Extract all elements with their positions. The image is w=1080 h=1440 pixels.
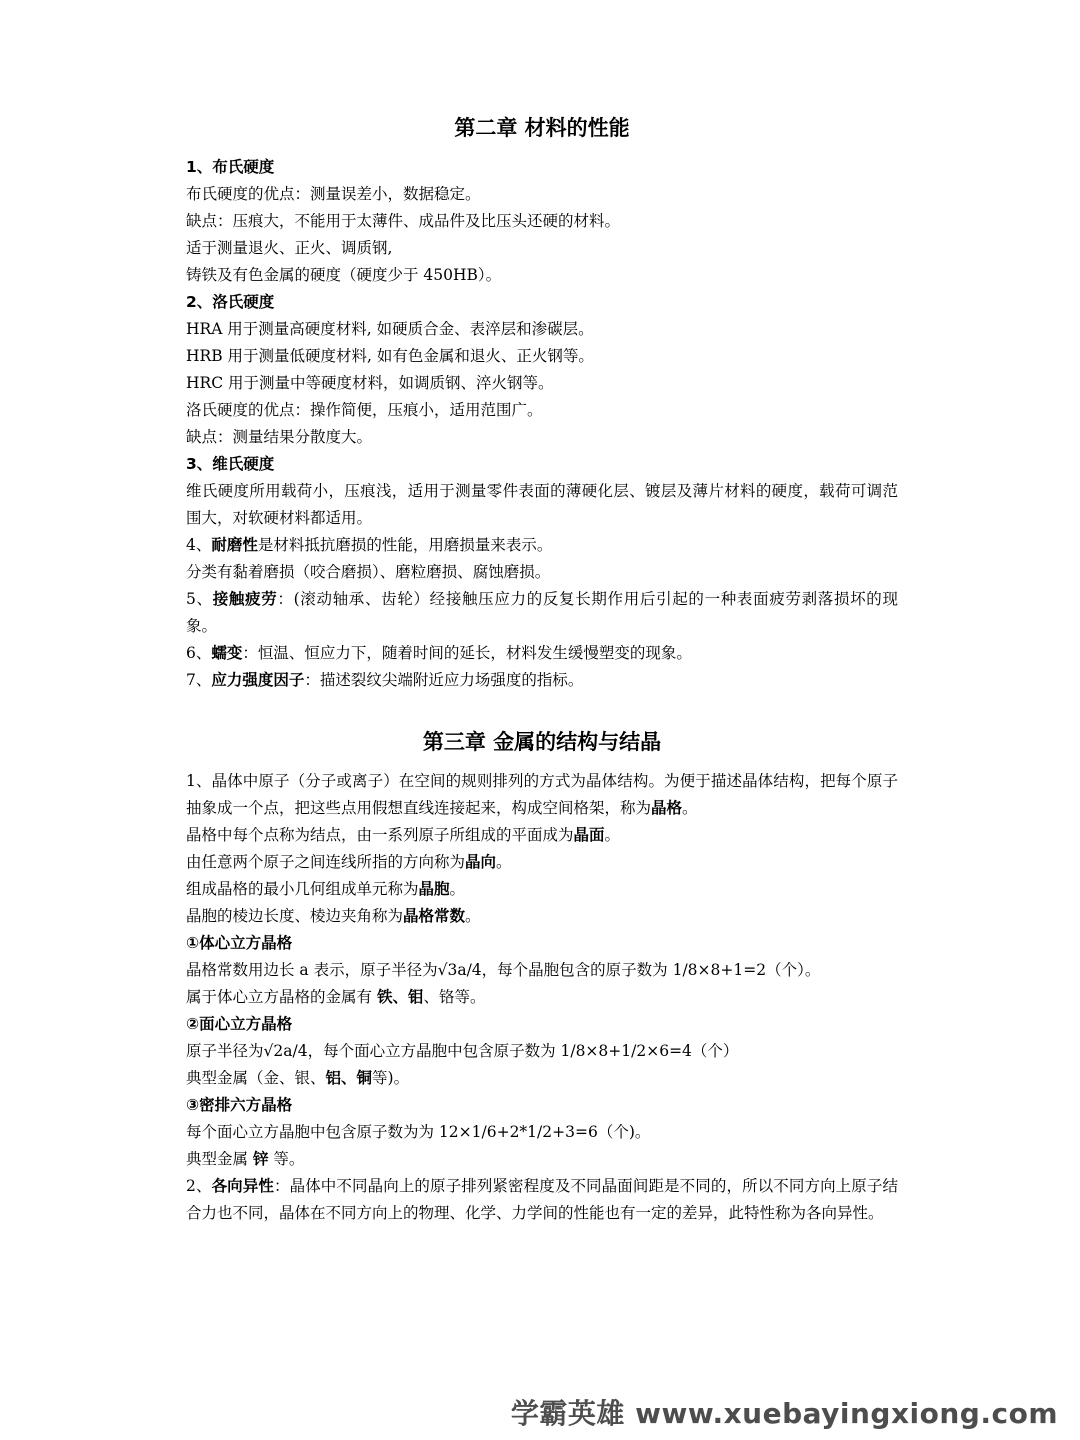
term-creep: 蠕变 [211, 644, 243, 662]
brinell-line-1: 布氏硬度的优点：测量误差小，数据稳定。 [186, 185, 481, 203]
crystal-structure-paragraph [186, 768, 898, 822]
term-lattice: 晶格 [651, 799, 683, 817]
lattice-constant-text: 晶胞的棱边长度、棱边夹角称为 [186, 907, 404, 925]
term-wear-resistance: 耐磨性 [211, 536, 258, 554]
term-stress-intensity-factor: 应力强度因子 [211, 671, 305, 689]
vickers-paragraph: 维氏硬度所用载荷小，压痕浅，适用于测量零件表面的薄硬化层、镀层及薄片材料的硬度，载荷可调范围大，对软硬材料都适用。 [186, 482, 898, 527]
contact-fatigue-definition: ：(滚动轴承、齿轮）经接触压应力的反复长期作用后引起的一种表面疲劳剥落损坏的现象。 [186, 590, 898, 635]
anisotropy-definition: ：晶体中不同晶向上的原子排列紧密程度及不同晶面间距是不同的，所以不同方向上原子结合力也不同，晶体在不同方向上的物理、化学、力学间的性能也有一定的差异，此特性称为各向异性。 [186, 1177, 898, 1222]
hcp-metals-end: 等。 [268, 1150, 305, 1168]
wear-resistance-line [186, 532, 898, 559]
rockwell-line-5: 缺点：测量结果分散度大。 [186, 428, 373, 446]
chapter-3-title: 第三章 金属的结构与结晶 [422, 730, 662, 754]
item-number: 2、 [186, 1177, 212, 1195]
rockwell-line-2: HRB 用于测量低硬度材料, 如有色金属和退火、正火钢等。 [186, 347, 594, 365]
bcc-line-1: 晶格常数用边长 a 表示，原子半径为√3a/4，每个晶胞包含的原子数为 1/8×8+1=2（个）。 [186, 961, 821, 979]
term-unit-cell: 晶胞 [418, 880, 450, 898]
contact-fatigue-paragraph [186, 586, 898, 640]
term-lattice-constant: 晶格常数 [403, 907, 466, 925]
chapter-2-title: 第二章 材料的性能 [454, 116, 630, 140]
brinell-line-3: 适于测量退火、正火、调质钢, [186, 239, 393, 257]
brinell-line-2: 缺点：压痕大，不能用于太薄件、成品件及比压头还硬的材料。 [186, 212, 621, 230]
term-crystal-direction: 晶向 [465, 853, 497, 871]
term-contact-fatigue: 接触疲劳 [212, 590, 278, 608]
stress-intensity-definition: ：描述裂纹尖端附近应力场强度的指标。 [304, 671, 584, 689]
punctuation: 。 [604, 826, 621, 844]
rockwell-line-3: HRC 用于测量中等硬度材料，如调质钢、淬火钢等。 [186, 374, 554, 392]
rockwell-line-4: 洛氏硬度的优点：操作简便，压痕小，适用范围广。 [186, 401, 543, 419]
rockwell-line-1: HRA 用于测量高硬度材料, 如硬质合金、表淬层和渗碳层。 [186, 320, 594, 338]
footer-watermark: 学霸英雄 www.xuebayingxiong.com [510, 1397, 1058, 1430]
term-crystal-plane: 晶面 [573, 826, 605, 844]
chapter-2-body [186, 154, 898, 694]
fcc-metals-end: 等)。 [372, 1069, 410, 1087]
punctuation: 。 [496, 853, 512, 871]
unit-cell-text: 组成晶格的最小几何组成单元称为 [186, 880, 419, 898]
fcc-line-1: 原子半径为√2a/4，每个面心立方晶胞中包含原子数为 1/8×8+1/2×6=4（个） [186, 1042, 739, 1060]
punctuation: 。 [682, 799, 698, 817]
crystal-direction-line [186, 849, 898, 876]
item-number: 6、 [186, 644, 212, 662]
item-number: 7、 [186, 671, 212, 689]
wear-types-line: 分类有黏着磨损（咬合磨损）、磨粒磨损、腐蚀磨损。 [186, 563, 551, 581]
fcc-line-2 [186, 1065, 898, 1092]
section-heading-vickers: 3、维氏硬度 [186, 455, 275, 473]
heading-hcp: ③密排六方晶格 [186, 1096, 293, 1114]
heading-fcc: ②面心立方晶格 [186, 1015, 293, 1033]
stress-intensity-line [186, 667, 898, 694]
bcc-line-2 [186, 984, 898, 1011]
chapter-3-body [186, 768, 898, 1227]
punctuation: 。 [449, 880, 466, 898]
bcc-metals-term: 铁、钼 [376, 988, 424, 1006]
term-anisotropy: 各向异性 [211, 1177, 274, 1195]
crystal-direction-text: 由任意两个原子之间连线所指的方向称为 [186, 853, 466, 871]
hcp-line-1: 每个面心立方晶胞中包含原子数为为 12×1/6+2*1/2+3=6（个)。 [186, 1123, 651, 1141]
wear-resistance-definition: 是材料抵抗磨损的性能，用磨损量来表示。 [257, 536, 553, 554]
unit-cell-line [186, 876, 898, 903]
hcp-metals-term: 锌 [252, 1150, 269, 1168]
creep-definition: ：恒温、恒应力下，随着时间的延长，材料发生缓慢塑变的现象。 [242, 644, 692, 662]
section-heading-brinell: 1、布氏硬度 [186, 158, 275, 176]
creep-line [186, 640, 898, 667]
anisotropy-paragraph [186, 1173, 898, 1227]
section-heading-rockwell: 2、洛氏硬度 [186, 293, 275, 311]
crystal-structure-text: 1、晶体中原子（分子或离子）在空间的规则排列的方式为晶体结构。为便于描述晶体结构，把每个原子抽象成一个点，把这些点用假想直线连接起来，构成空间格架，称为 [186, 772, 898, 817]
punctuation: 。 [465, 907, 481, 925]
bcc-metals-end: 、铬等。 [423, 988, 486, 1006]
brinell-line-4: 铸铁及有色金属的硬度（硬度少于 450HB）。 [186, 266, 502, 284]
hcp-line-2 [186, 1146, 898, 1173]
crystal-plane-line [186, 822, 898, 849]
item-number: 4、 [186, 536, 212, 554]
fcc-metals-text: 典型金属（金、银、 [186, 1069, 326, 1087]
bcc-metals-text: 属于体心立方晶格的金属有 [186, 988, 377, 1006]
item-number: 5、 [186, 590, 213, 608]
heading-bcc: ①体心立方晶格 [186, 934, 293, 952]
lattice-constant-line [186, 903, 898, 930]
crystal-plane-text: 晶格中每个点称为结点，由一系列原子所组成的平面成为 [186, 826, 574, 844]
fcc-metals-term: 铝、铜 [325, 1069, 373, 1087]
hcp-metals-text: 典型金属 [186, 1150, 253, 1168]
